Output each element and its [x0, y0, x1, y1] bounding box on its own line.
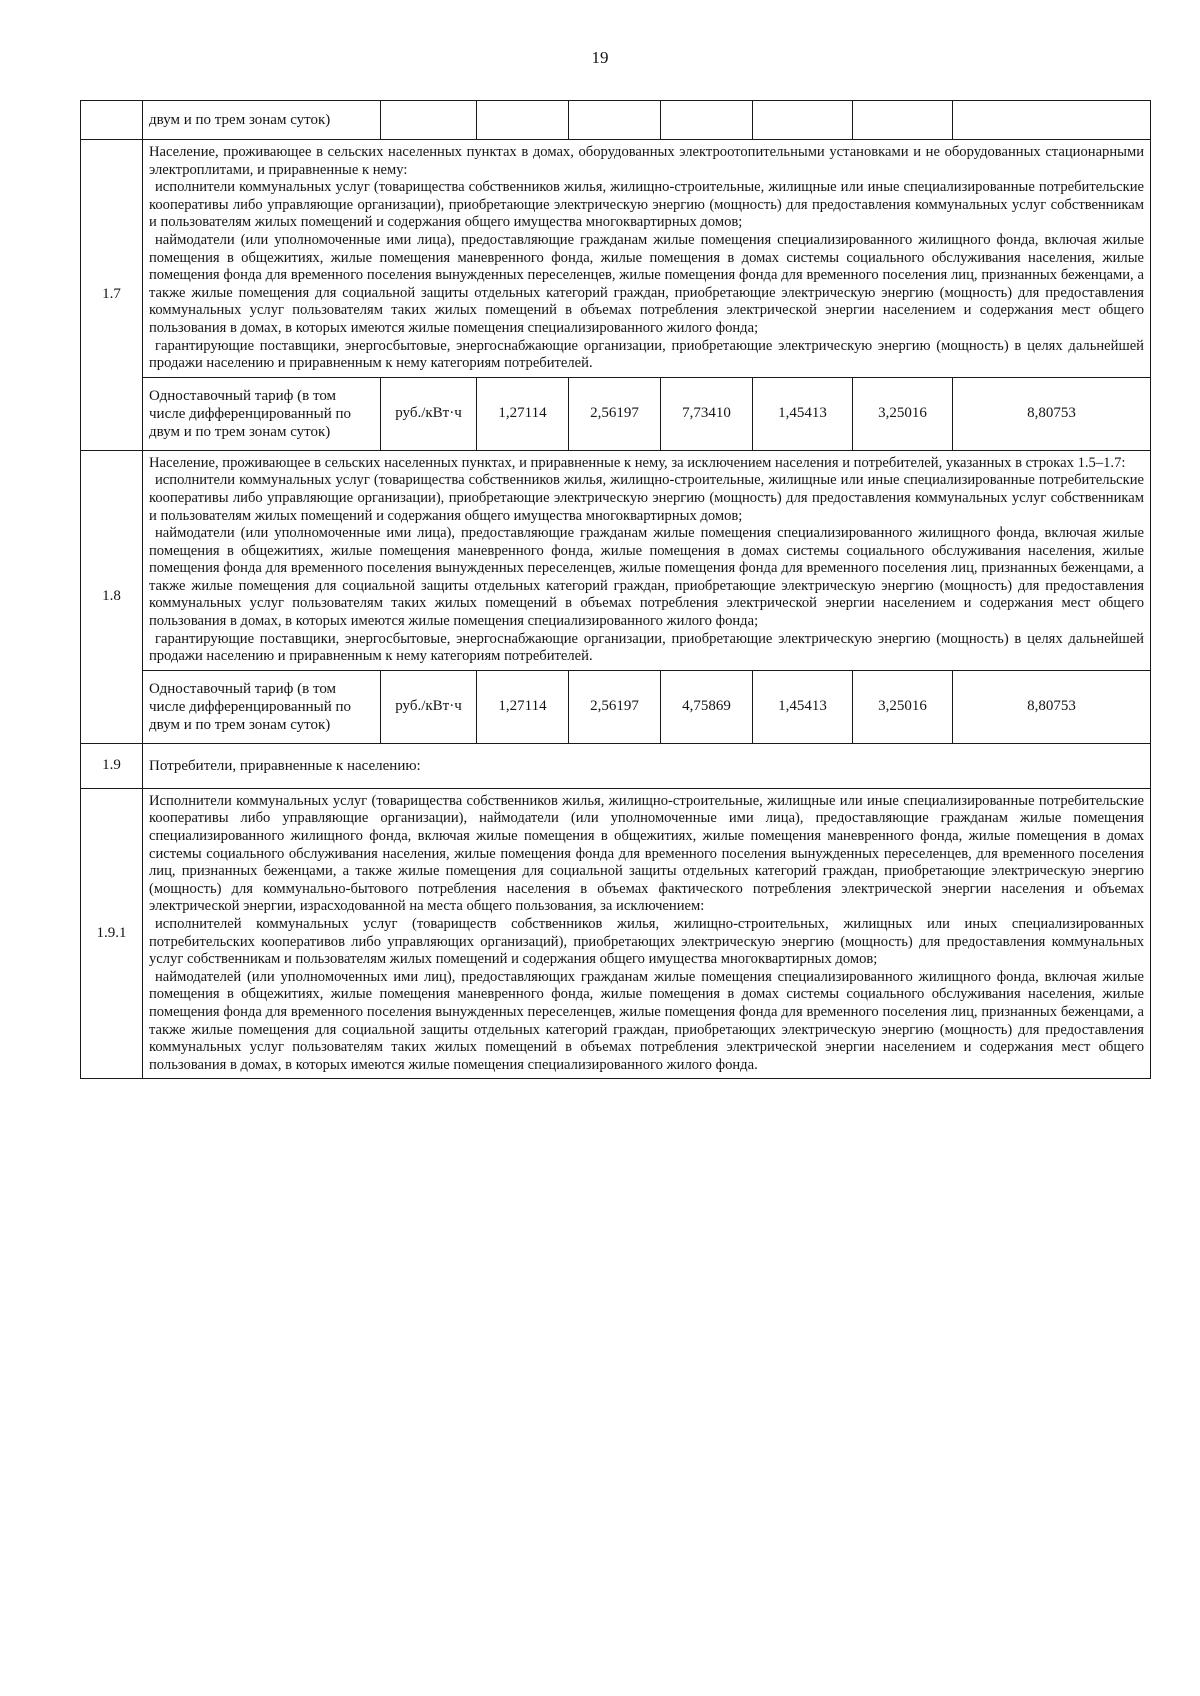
- row-text-1-9: Потребители, приравненные к населению:: [143, 743, 1151, 788]
- paragraph: Население, проживающее в сельских населенных пунктах в домах, оборудованных электроотопительными установками и не оборудованных стационарными электроплитами, и приравненные к нему:: [149, 144, 1144, 178]
- tariff-value: 1,27114: [477, 377, 569, 450]
- table-row-1-9-1: [81, 788, 1151, 1079]
- tariff-value: 8,80753: [953, 377, 1151, 450]
- page-number: 19: [591, 48, 609, 67]
- paragraph: наймодатели (или уполномоченные ими лица), предоставляющие гражданам жилые помещения специализированного жилищного фонда, включая жилые помещения в общежитиях, жилые помещения маневренного фонда, жилые помещения в домах системы социального обслуживания населения, жилые помещения фонда для временного поселения вынужденных переселенцев, жилые помещения фонда для временного поселения лиц, признанных беженцами, а также жилые помещения для социальной защиты отдельных категорий граждан, приобретающие электрическую энергию (мощность) для предоставления коммунальных услуг пользователям таких жилых помещений в объемах потребления электрической энергии населением и содержания мест общего пользования в домах, в которых имеются жилые помещения специализированного жилого фонда;: [149, 231, 1144, 336]
- table-row-1-8-description: [81, 450, 1151, 670]
- tariff-value: 1,45413: [753, 377, 853, 450]
- tariff-value: 4,75869: [661, 670, 753, 743]
- tariff-unit: руб./кВт·ч: [381, 377, 477, 450]
- tariff-value: 1,27114: [477, 670, 569, 743]
- tariff-label: Одноставочный тариф (в том числе дифференцированный по двум и по трем зонам суток): [143, 670, 381, 743]
- table-row-1-7-description: [81, 140, 1151, 378]
- tariff-label-continuation: двум и по трем зонам суток): [143, 101, 381, 140]
- paragraph: гарантирующие поставщики, энергосбытовые, энергоснабжающие организации, приобретающие электрическую энергию (мощность) в целях дальнейшей продажи населению и приравненным к нему категориям потребителей.: [149, 630, 1144, 665]
- paragraph: исполнители коммунальных услуг (товарищества собственников жилья, жилищно-строительные, жилищные или иные специализированные потребительские кооперативы либо управляющие организации), приобретающие электрическую энергию (мощность) для предоставления коммунальных услуг собственникам и пользователям жилых помещений и содержания общего имущества многоквартирных домов;: [149, 179, 1144, 231]
- tariff-value: 7,73410: [661, 377, 753, 450]
- tariff-value: 8,80753: [953, 670, 1151, 743]
- paragraph: наймодатели (или уполномоченные ими лица), предоставляющие гражданам жилые помещения специализированного жилищного фонда, включая жилые помещения в общежитиях, жилые помещения маневренного фонда, жилые помещения в домах системы социального обслуживания населения, жилые помещения фонда для временного поселения вынужденных переселенцев, жилые помещения фонда для временного поселения лиц, признанных беженцами, а также жилые помещения для социальной защиты отдельных категорий граждан, приобретающие электрическую энергию (мощность) для предоставления коммунальных услуг пользователям таких жилых помещений в объемах потребления электрической энергии населением и содержания мест общего пользования в домах, в которых имеются жилые помещения специализированного жилого фонда;: [149, 525, 1144, 630]
- tariff-value: 1,45413: [753, 670, 853, 743]
- paragraph: Население, проживающее в сельских населенных пунктах, и приравненные к нему, за исключением населения и потребителей, указанных в строках 1.5–1.7:: [149, 454, 1126, 471]
- row-description-1-9-1: [143, 788, 1151, 1079]
- row-number-1-8: 1.8: [81, 450, 143, 743]
- paragraph: исполнители коммунальных услуг (товарищества собственников жилья, жилищно-строительные, жилищные или иные специализированные потребительские кооперативы либо управляющие организации), приобретающие электрическую энергию (мощность) для предоставления коммунальных услуг собственникам и пользователям жилых помещений и содержания общего имущества многоквартирных домов;: [149, 472, 1144, 524]
- table-row-continuation: [81, 101, 1151, 140]
- tariff-value: 3,25016: [853, 377, 953, 450]
- paragraph: наймодателей (или уполномоченных ими лиц), предоставляющих гражданам жилые помещения специализированного жилищного фонда, включая жилые помещения в общежитиях, жилые помещения маневренного фонда, жилые помещения в домах системы социального обслуживания населения, жилые помещения фонда для временного поселения вынужденных переселенцев, жилые помещения фонда для временного поселения лиц, признанных беженцами, а также жилые помещения для социальной защиты отдельных категорий граждан, приобретающих электрическую энергию (мощность) для предоставления коммунальных услуг пользователям таких жилых помещений в объемах потребления электрической энергии населением и содержания мест общего пользования в домах, в которых имеются жилые помещения специализированного жилого фонда.: [149, 968, 1144, 1073]
- row-number-1-9: 1.9: [81, 743, 143, 788]
- table-row-1-7-tariff: [81, 377, 1151, 450]
- row-number-1-7: 1.7: [81, 140, 143, 451]
- row-number-1-9-1: 1.9.1: [81, 788, 143, 1079]
- paragraph: гарантирующие поставщики, энергосбытовые, энергоснабжающие организации, приобретающие электрическую энергию (мощность) в целях дальнейшей продажи населению и приравненным к нему категориям потребителей.: [149, 337, 1144, 372]
- row-number-cell: [81, 101, 143, 140]
- table-row-1-9: [81, 743, 1151, 788]
- paragraph: Исполнители коммунальных услуг (товарищества собственников жилья, жилищно-строительные, жилищные или иные специализированные потребительские кооперативы либо управляющие организации), наймодатели (или уполномоченные ими лица), предоставляющие гражданам жилые помещения специализированного жилищного фонда, включая жилые помещения в общежитиях, жилые помещения маневренного фонда, жилые помещения в домах системы социального обслуживания населения, жилые помещения фонда для временного поселения вынужденных переселенцев, для временного поселения лиц, признанных беженцами, а также жилые помещения для социальной защиты отдельных категорий граждан, приобретающие электрическую энергию (мощность) для коммунально-бытового потребления населения в объемах фактического потребления электрической энергии населения и объемах электрической энергии, израсходованной на места общего пользования, за исключением:: [149, 792, 1144, 915]
- tariff-label: Одноставочный тариф (в том числе дифференцированный по двум и по трем зонам суток): [143, 377, 381, 450]
- paragraph: исполнителей коммунальных услуг (товариществ собственников жилья, жилищно-строительных, жилищных или иных специализированных потребительских кооперативов либо управляющих организаций), приобретающих электрическую энергию (мощность) для предоставления коммунальных услуг собственникам и пользователям жилых помещений и содержания общего имущества многоквартирных домов;: [149, 916, 1144, 968]
- tariff-table: [80, 100, 1151, 1079]
- tariff-value: 3,25016: [853, 670, 953, 743]
- table-row-1-8-tariff: [81, 670, 1151, 743]
- tariff-value: 2,56197: [569, 670, 661, 743]
- row-description-1-7: [143, 140, 1151, 378]
- tariff-value: 2,56197: [569, 377, 661, 450]
- row-description-1-8: [143, 450, 1151, 670]
- tariff-unit: руб./кВт·ч: [381, 670, 477, 743]
